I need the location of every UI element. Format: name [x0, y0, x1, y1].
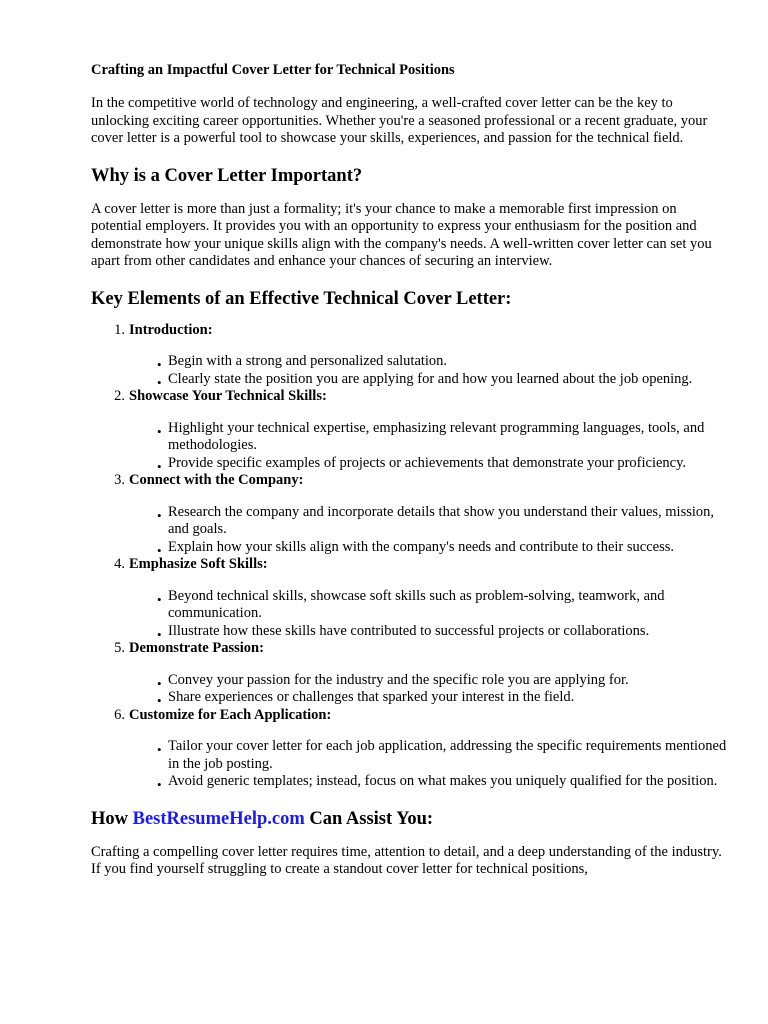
bestresumehelp-link[interactable]: BestResumeHelp.com: [132, 808, 305, 829]
sub-points: [129, 420, 731, 473]
section-heading-key-elements: Key Elements of an Effective Technical Cover Letter:: [91, 288, 512, 309]
bullet-icon: •: [157, 675, 162, 691]
sub-point-text: Tailor your cover letter for each job application, addressing the specific requirements mentioned in the job posting.: [168, 738, 727, 772]
list-item-title: Customize for Each Application:: [129, 706, 332, 723]
sub-points: [129, 588, 731, 641]
list-item: [114, 706, 731, 792]
sub-point: [157, 587, 731, 623]
heading-suffix: Can Assist You:: [304, 808, 434, 829]
sub-point: [157, 738, 731, 773]
list-item: [114, 640, 731, 708]
list-number: 4.: [114, 556, 125, 572]
list-item-title: Emphasize Soft Skills:: [129, 556, 268, 572]
bullet-icon: •: [157, 742, 162, 757]
importance-paragraph: A cover letter is more than just a formality; it's your chance to make a memorable first impression on potential employers. It provides you with an opportunity to express your enthusiasm for the position and demonstrate how your unique skills align with the company's needs. A well-written cover letter can set you apart from other candidates and enhance your chances of securing an interview.: [91, 200, 712, 269]
list-number: 5.: [114, 640, 125, 656]
bullet-icon: •: [157, 423, 162, 439]
bullet-icon: •: [157, 777, 162, 792]
list-item-title: Connect with the Company:: [129, 472, 304, 488]
sub-point: [157, 353, 731, 372]
document-title: Crafting an Impactful Cover Letter for Technical Positions: [91, 62, 455, 78]
bullet-icon: •: [157, 458, 162, 474]
sub-point-text: Illustrate how these skills have contributed to successful projects or collaborations.: [168, 622, 650, 639]
bullet-icon: •: [157, 507, 162, 523]
list-item: [114, 472, 731, 558]
list-item: [114, 556, 731, 642]
bullet-icon: •: [157, 374, 162, 390]
sub-point: [157, 503, 731, 539]
sub-point: [157, 689, 731, 708]
sub-point-text: Explain how your skills align with the company's needs and contribute to their success.: [168, 538, 674, 555]
bullet-icon: •: [157, 357, 162, 372]
sub-points: [129, 353, 731, 388]
sub-point: [157, 419, 731, 455]
list-number: 2.: [114, 388, 125, 404]
sub-point-text: Begin with a strong and personalized salutation.: [168, 353, 448, 369]
sub-point-text: Provide specific examples of projects or achievements that demonstrate your proficiency.: [168, 454, 687, 471]
sub-point: [157, 622, 731, 642]
sub-point-text: Share experiences or challenges that sparked your interest in the field.: [168, 689, 575, 705]
section-heading-assist: [91, 808, 731, 830]
sub-point-text: Convey your passion for the industry and the specific role you are applying for.: [168, 671, 629, 688]
sub-point-text: Clearly state the position you are applying for and how you learned about the job opening.: [168, 370, 693, 387]
list-item: [114, 321, 731, 390]
document-page: [91, 61, 731, 879]
sub-point-text: Research the company and incorporate details that show you understand their values, mission, and goals.: [168, 503, 715, 537]
sub-point: [157, 454, 731, 474]
heading-prefix: How: [91, 808, 133, 829]
sub-point-text: Avoid generic templates; instead, focus on what makes you uniquely qualified for the position.: [168, 773, 718, 789]
sub-point: [157, 671, 731, 691]
sub-point: [157, 773, 731, 792]
intro-paragraph: In the competitive world of technology and engineering, a well-crafted cover letter can be the key to unlocking exciting career opportunities. Whether you're a seasoned professional or a recent graduate, your cover letter is a powerful tool to showcase your skills, experiences, and passion for the technical field.: [91, 95, 708, 146]
list-item-title: Introduction:: [129, 321, 213, 338]
sub-points: [129, 738, 731, 791]
list-number: 6.: [114, 706, 125, 723]
list-number: 3.: [114, 472, 125, 488]
bullet-icon: •: [157, 591, 162, 607]
sub-point: [157, 538, 731, 558]
sub-point: [157, 370, 731, 390]
assist-paragraph: Crafting a compelling cover letter requires time, attention to detail, and a deep understanding of the industry. If you find yourself struggling to create a standout cover letter for technical positions,: [91, 843, 722, 877]
list-item-title: Showcase Your Technical Skills:: [129, 388, 327, 404]
sub-points: [129, 672, 731, 707]
section-heading-importance: Why is a Cover Letter Important?: [91, 165, 363, 186]
bullet-icon: •: [157, 626, 162, 642]
bullet-icon: •: [157, 693, 162, 708]
list-item-title: Demonstrate Passion:: [129, 640, 264, 656]
list-item: [114, 388, 731, 474]
sub-point-text: Beyond technical skills, showcase soft skills such as problem-solving, teamwork, and communication.: [168, 587, 665, 621]
sub-points: [129, 504, 731, 557]
sub-point-text: Highlight your technical expertise, emphasizing relevant programming languages, tools, and methodologies.: [168, 419, 705, 453]
list-number: 1.: [114, 321, 125, 338]
key-elements-list: [91, 322, 731, 791]
bullet-icon: •: [157, 542, 162, 558]
